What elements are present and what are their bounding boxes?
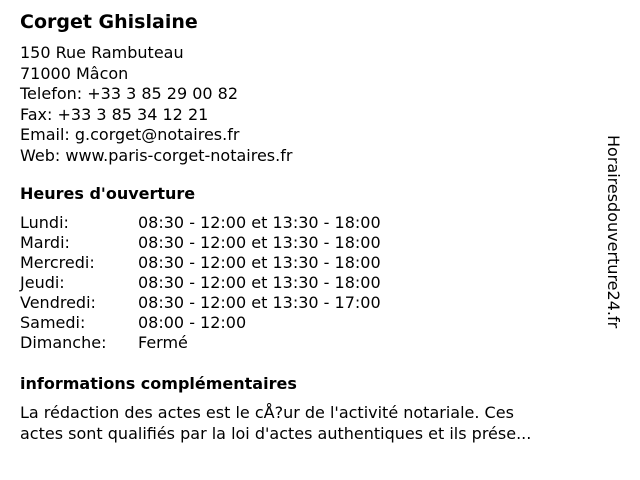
day-label: Jeudi: [20, 273, 65, 292]
time-range: 08:30 - 12:00 et 13:30 - 18:00 [138, 253, 381, 272]
day-label: Lundi: [20, 213, 69, 232]
description-line: La rédaction des actes est le cÅ?ur de l'activité notariale. Ces [20, 403, 514, 422]
day-label: Dimanche: [20, 333, 107, 352]
day-label: Mercredi: [20, 253, 95, 272]
additional-info-heading: informations complémentaires [20, 374, 297, 393]
time-range: 08:30 - 12:00 et 13:30 - 18:00 [138, 213, 381, 232]
contact-block [20, 43, 292, 166]
site-watermark: Horairesdouverture24.fr [604, 135, 623, 329]
fax-number: Fax: +33 3 85 34 12 21 [20, 104, 209, 124]
description-text [20, 403, 600, 444]
email-address: Email: g.corget@notaires.fr [20, 125, 240, 144]
time-range: 08:30 - 12:00 et 13:30 - 18:00 [138, 233, 381, 252]
description-line: actes sont qualifiés par la loi d'actes authentiques et ils prése... [20, 423, 532, 443]
day-label: Mardi: [20, 233, 70, 252]
website-address: Web: www.paris-corget-notaires.fr [20, 145, 293, 165]
business-name: Corget Ghislaine [20, 11, 198, 33]
time-range: 08:30 - 12:00 et 13:30 - 17:00 [138, 293, 381, 312]
phone-number: Telefon: +33 3 85 29 00 82 [20, 84, 239, 103]
day-label: Vendredi: [20, 293, 96, 312]
time-range: 08:30 - 12:00 et 13:30 - 18:00 [138, 273, 381, 292]
opening-hours-heading: Heures d'ouverture [20, 184, 196, 203]
day-label: Samedi: [20, 313, 86, 332]
address-street: 150 Rue Rambuteau [20, 43, 184, 62]
address-city: 71000 Mâcon [20, 63, 129, 83]
time-range: Fermé [138, 333, 188, 352]
time-range: 08:00 - 12:00 [138, 313, 247, 332]
